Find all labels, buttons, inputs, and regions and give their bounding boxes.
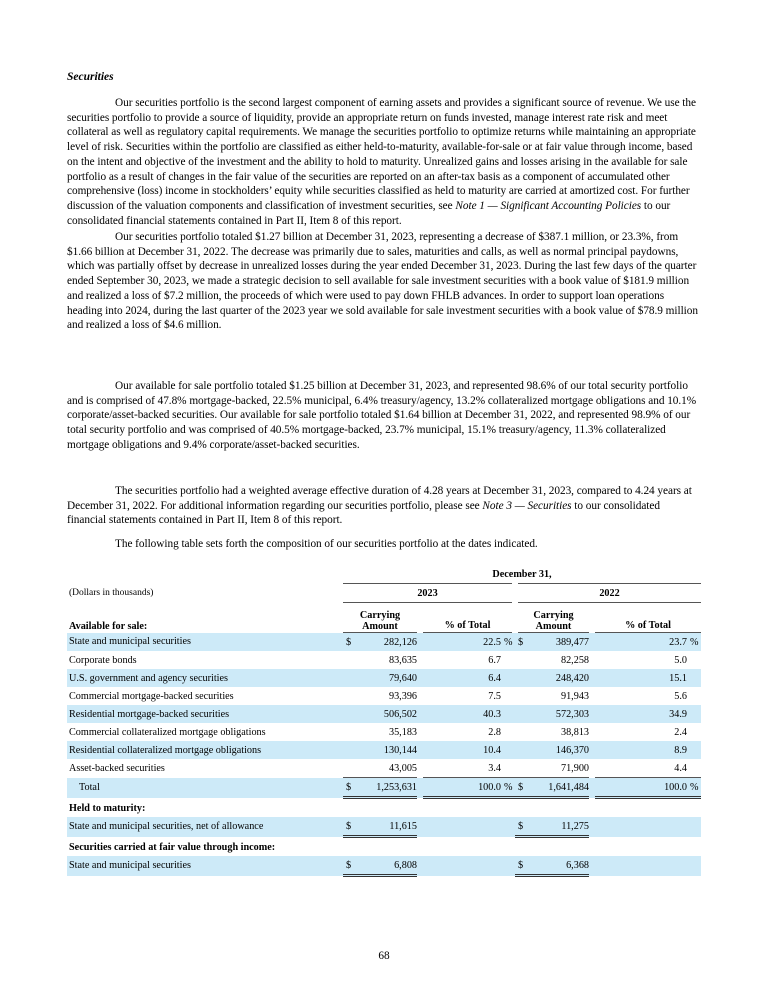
row-label: State and municipal securities [67, 856, 343, 876]
pct-2023: 6.7 [488, 654, 501, 666]
paragraph-text: Our securities portfolio is the second largest component of earning assets and provides a significant source of revenue. We use the securities portfolio to provide a source of liquidity, provide an appropriate return on funds invested, manage interest rate risk and meet collateral as well as regulatory capital requirements. We manage the securities portfolio to optimize returns while maintaining an appropriate level of risk. Securities within the portfolio are classified as either held-to-maturity, available-for-sale or at fair value through income, based on the intent and objective of the investment and the ability to hold to maturity. Unrealized gains and losses arising in the available for sale portfolio as a result of changes in the fair value of the securities are reported on an after-tax basis as a component of accumulated other comprehensive (loss) income in stockholders’ equity while securities classified as held to maturity are carried at amortized cost. For further discussion of the valuation components and classification of investment securities, see [67, 97, 696, 212]
row-label: Asset-backed securities [69, 762, 165, 774]
carrying-amount-2022-header [515, 603, 589, 633]
year-2022-header: 2022 [515, 584, 701, 603]
amount-2022: 38,813 [560, 726, 589, 738]
pct-2023: 40.3 [423, 705, 501, 723]
pct-2023: 10.4 [423, 741, 501, 759]
amount-2022: 82,258 [560, 654, 589, 666]
currency-symbol: $ [343, 856, 357, 876]
total-pct-2023: 100.0 [423, 778, 501, 798]
percent-symbol: % [501, 633, 515, 652]
percent-symbol: % [687, 778, 701, 798]
amount-2023: 11,615 [357, 817, 417, 837]
pct-2022: 8.9 [595, 741, 687, 759]
carrying-amount-2023-header [343, 603, 417, 633]
currency-symbol: $ [515, 856, 529, 876]
currency-symbol: $ [343, 633, 357, 652]
currency-symbol: $ [515, 633, 529, 652]
paragraph-duration [67, 484, 701, 528]
paragraph-overview [67, 96, 701, 228]
pct-2022: 4.4 [595, 759, 687, 778]
paragraph-text: Our securities portfolio totaled $1.27 billion at December 31, 2023, representing a decrease of $387.1 million, or 23.3%, from $1.66 billion at December 31, 2022. The decrease was primarily due to sales, maturities and calls, as well as normal principal paydowns, which was partially offset by decrease in unrealized losses during the year ended December 31, 2023. During the last few days of the quarter ended September 30, 2023, we made a strategic decision to sell available for sale investment securities with a book value of $181.9 million and realized a loss of $7.2 million, the proceeds of which were used to pay down FHLB advances. In order to support loan operations heading into 2024, during the last quarter of the 2023 year we sold available for sale investment securities with a book value of $78.9 million and realized a loss of $4.6 million. [67, 231, 698, 332]
amount-2022: 6,368 [529, 856, 589, 876]
pct-2022: 5.6 [674, 690, 687, 702]
header-year-row [67, 584, 701, 603]
fv-header-row [67, 837, 701, 857]
htm-section-header: Held to maturity: [69, 802, 146, 814]
row-label: Residential mortgage-backed securities [67, 705, 343, 723]
paragraph-text: to our consolidated financial statements contained in Part II, Item 8 of this report. [67, 499, 660, 527]
paragraph-portfolio-total [67, 230, 701, 333]
amount-2022: 11,275 [529, 817, 589, 837]
percent-symbol: % [501, 778, 515, 798]
table-row [67, 705, 701, 723]
pct-2022: 34.9 [595, 705, 687, 723]
currency-symbol: $ [343, 778, 357, 798]
pct-2023: 22.5 [423, 633, 501, 652]
header-period-row [67, 565, 701, 584]
paragraph-text: The following table sets forth the composition of our securities portfolio at the dates indicated. [115, 538, 538, 550]
currency-symbol: $ [343, 817, 357, 837]
amount-2022: 71,900 [529, 759, 589, 778]
pct-2022: 5.0 [674, 654, 687, 666]
year-2023-header: 2023 [343, 584, 515, 603]
pct-2022: 15.1 [595, 669, 687, 687]
amount-2023: 6,808 [357, 856, 417, 876]
pct-2022: 23.7 [595, 633, 687, 652]
header-text: Amount [535, 621, 572, 632]
header-text: Carrying [533, 610, 574, 621]
fv-section-header: Securities carried at fair value through income: [69, 841, 276, 853]
securities-composition-table [67, 565, 701, 877]
pct-total-2022-header: % of Total [595, 603, 701, 633]
pct-2022: 2.4 [674, 726, 687, 738]
pct-total-2023-header: % of Total [423, 603, 515, 633]
amount-2023: 130,144 [357, 741, 417, 759]
note-1-reference: Note 1 — Significant Accounting Policies [455, 199, 642, 212]
amount-2023: 282,126 [357, 633, 417, 652]
amount-2023: 506,502 [357, 705, 417, 723]
row-label: Corporate bonds [69, 654, 137, 666]
percent-symbol: % [687, 633, 701, 652]
row-label: State and municipal securities, net of allowance [67, 817, 343, 837]
note-3-reference: Note 3 — Securities [482, 499, 572, 512]
paragraph-text: The securities portfolio had a weighted average effective duration of 4.28 years at December 31, 2023, compared to 4.24 years at December 31, 2022. For additional information regarding our securities portfolio, please see [67, 485, 692, 512]
row-label: State and municipal securities [67, 633, 343, 652]
table-row [67, 651, 701, 669]
amount-2022: 248,420 [529, 669, 589, 687]
amount-2022: 572,303 [529, 705, 589, 723]
row-label: Residential collateralized mortgage obligations [67, 741, 343, 759]
afs-section-header: Available for sale: [69, 620, 148, 632]
units-label: (Dollars in thousands) [69, 587, 154, 598]
amount-2023: 79,640 [357, 669, 417, 687]
total-amount-2023: 1,253,631 [357, 778, 417, 798]
period-header: December 31, [343, 565, 701, 584]
row-label: Commercial collateralized mortgage obligations [69, 726, 266, 738]
table-row [67, 741, 701, 759]
amount-2022: 91,943 [560, 690, 589, 702]
paragraph-table-intro [67, 537, 701, 552]
pct-2023: 2.8 [488, 726, 501, 738]
table-row [67, 759, 701, 778]
total-row [67, 778, 701, 798]
table-row [67, 669, 701, 687]
paragraph-available-for-sale [67, 379, 701, 453]
amount-2022: 146,370 [529, 741, 589, 759]
pct-2023: 6.4 [423, 669, 501, 687]
pct-2023: 3.4 [423, 759, 501, 778]
header-text: Carrying [359, 610, 401, 621]
table-row [67, 723, 701, 741]
amount-2023: 43,005 [357, 759, 417, 778]
header-text: Amount [362, 621, 398, 632]
table-row [67, 817, 701, 837]
table-row [67, 633, 701, 652]
amount-2023: 35,183 [388, 726, 417, 738]
table-row [67, 856, 701, 876]
amount-2022: 389,477 [529, 633, 589, 652]
row-label: Commercial mortgage-backed securities [69, 690, 234, 702]
paragraph-text: Our available for sale portfolio totaled $1.25 billion at December 31, 2023, and represented 98.6% of our total security portfolio and is comprised of 47.8% mortgage-backed, 22.5% municipal, 6.4% treasury/agency, 13.2% collateralized mortgage obligations and 10.1% corporate/asset-backed securities. Our available for sale portfolio totaled $1.64 billion at December 31, 2022, and represented 98.9% of our total security portfolio and was comprised of 40.5% mortgage-backed, 23.7% municipal, 15.1% treasury/agency, 11.3% collateralized mortgage obligations and 9.4% corporate/asset-backed securities. [67, 380, 697, 451]
table-row [67, 687, 701, 705]
section-title: Securities [67, 71, 114, 83]
total-label: Total [67, 778, 343, 798]
paragraph-text: to our consolidated financial statements contained in Part II, Item 8 of this report. [67, 199, 671, 227]
amount-2023: 83,635 [388, 654, 417, 666]
total-pct-2022: 100.0 [595, 778, 687, 798]
currency-symbol: $ [515, 778, 529, 798]
currency-symbol: $ [515, 817, 529, 837]
total-amount-2022: 1,641,484 [529, 778, 589, 798]
row-label: U.S. government and agency securities [67, 669, 343, 687]
page-number: 68 [378, 950, 390, 962]
amount-2023: 93,396 [388, 690, 417, 702]
pct-2023: 7.5 [488, 690, 501, 702]
htm-header-row [67, 798, 701, 818]
header-columns-row [67, 603, 701, 633]
